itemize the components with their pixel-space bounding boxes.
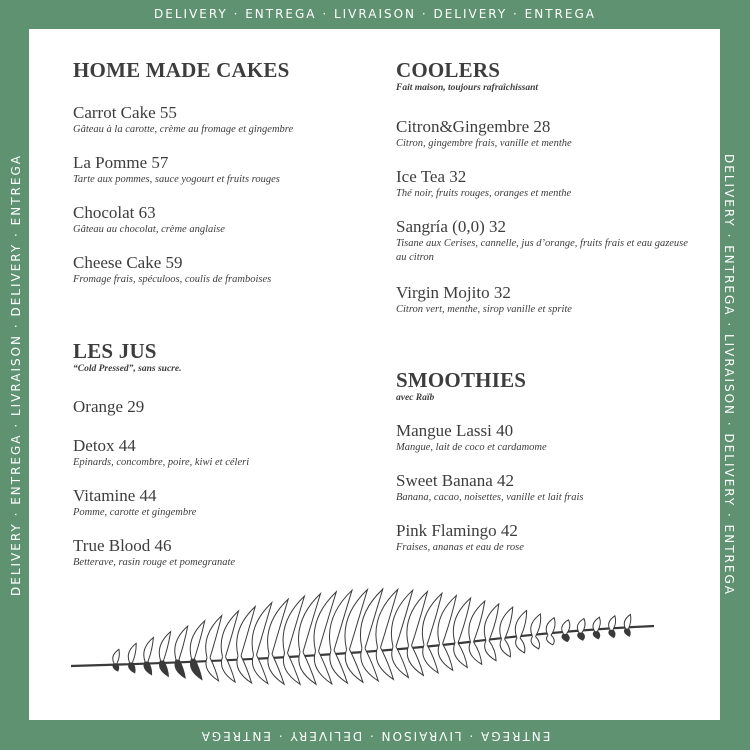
fern-leaflet [562, 634, 569, 642]
fern-leaflet [593, 617, 600, 631]
fern-leaflet [531, 637, 539, 649]
fern-leaflet [469, 601, 485, 642]
item-desc: Betterave, rasin rouge et pomegranate [73, 557, 236, 568]
item-desc: Tisane aux Cerises, cannelle, jus d’orange, fruits frais et eau gazeuse au citron [396, 238, 688, 263]
fern-leaflet [593, 631, 599, 639]
section-title-coolers: COOLERS [396, 58, 501, 82]
item-desc: Mangue, lait de coco et cardamome [396, 442, 547, 453]
item-desc: Banana, cacao, noisettes, vanille et lait frais [396, 492, 584, 503]
section-title-cakes: HOME MADE CAKES [73, 58, 290, 82]
fern-leaflet [500, 607, 513, 639]
item-name: Orange 29 [73, 397, 145, 416]
fern-leaflet [578, 632, 585, 640]
border-text-top: DELIVERY · ENTREGA · LIVRAISON · DELIVERY · ENTREGA [154, 7, 596, 21]
fern-leaflet [438, 644, 453, 671]
item-desc: Fromage frais, spéculoos, coulis de framboises [73, 274, 272, 285]
fern-leaflet [485, 641, 496, 661]
item-name: Citron&Gingembre 28 [396, 117, 551, 136]
item-name: Sweet Banana 42 [396, 471, 515, 490]
item-desc: Fraises, ananas et eau de rose [396, 542, 524, 553]
section-title-smoothies: SMOOTHIES [396, 368, 527, 392]
item-desc: Tarte aux pommes, sauce yogourt et fruits rouges [73, 174, 280, 185]
menu-item-detox [73, 437, 373, 470]
item-name: Cheese Cake 59 [73, 253, 183, 272]
fern-leaflet [361, 648, 379, 681]
fern-leaflet [206, 616, 222, 658]
fern-leaflet [376, 647, 393, 679]
fern-leaflet [624, 614, 631, 628]
fern-leaflet [314, 651, 332, 684]
item-desc: Pomme, carotte et gingembre [73, 507, 197, 518]
menu-item-orange [73, 398, 373, 416]
fern-leaflet [159, 632, 170, 661]
menu-item-sweet-banana [396, 472, 696, 505]
fern-leaflet [609, 616, 616, 630]
fern-leaflet [407, 646, 423, 676]
border-text-bottom: ENTREGA · LIVRAISON · DELIVERY · ENTREGA [199, 729, 551, 743]
item-name: Sangría (0,0) 32 [396, 217, 507, 236]
fern-leaflet [113, 663, 119, 671]
item-desc: Gâteau à la carotte, crème au fromage et gingembre [73, 124, 294, 135]
item-name: Ice Tea 32 [396, 167, 467, 186]
item-desc: Epinards, concombre, poire, kiwi et céleri [73, 457, 250, 468]
fern-leaflet [484, 604, 499, 641]
section-title-jus: LES JUS [73, 339, 157, 363]
menu-item-carrot-cake [73, 104, 373, 137]
fern-leaflet [547, 635, 555, 645]
menu-item-vitamine [73, 487, 373, 520]
item-name: Detox 44 [73, 436, 136, 455]
fern-leaflet [113, 649, 120, 663]
item-desc: Gâteau au chocolat, crème anglaise [73, 224, 225, 235]
item-name: Mangue Lassi 40 [396, 421, 514, 440]
fern-leaflet [515, 610, 526, 637]
fern-illustration [69, 584, 659, 694]
fern-leaflet [453, 598, 470, 643]
fern-leaflet [175, 626, 188, 660]
section-subtitle-coolers: Fait maison, toujours rafraîchissant [396, 83, 539, 93]
item-name: True Blood 46 [73, 536, 172, 555]
fern-leaflet [500, 639, 510, 657]
menu-item-ice-tea [396, 168, 696, 201]
fern-leaflet [454, 643, 468, 668]
item-desc: Citron, gingembre frais, vanille et menthe [396, 138, 572, 149]
menu-item-mangue-lassi [396, 422, 696, 455]
border-text-left: DELIVERY · ENTREGA · LIVRAISON · DELIVERY · ENTREGA [9, 154, 23, 596]
fern-leaflet [392, 647, 409, 678]
fern-leaflet [221, 611, 238, 657]
menu-item-pink-flamingo [396, 522, 696, 555]
item-desc: Citron vert, menthe, sirop vanille et sprite [396, 304, 572, 315]
item-name: Chocolat 63 [73, 203, 156, 222]
menu-item-true-blood [73, 537, 373, 570]
item-name: Carrot Cake 55 [73, 103, 177, 122]
fern-leaf [71, 589, 654, 684]
fern-leaflet [469, 642, 482, 664]
item-name: La Pomme 57 [73, 153, 169, 172]
menu-item-chocolat [73, 204, 373, 237]
border-text-right: DELIVERY · ENTREGA · LIVRAISON · DELIVERY · ENTREGA [722, 154, 736, 596]
fern-leaflet [423, 645, 438, 673]
item-desc: Thé noir, fruits rouges, oranges et menthe [396, 188, 572, 199]
menu-panel [29, 29, 720, 720]
fern-leaflet [516, 638, 525, 653]
fern-leaflet [609, 630, 615, 638]
section-subtitle-smoothies: avec Raïb [396, 393, 435, 403]
item-name: Virgin Mojito 32 [396, 283, 511, 302]
fern-leaflet [625, 628, 631, 636]
item-name: Pink Flamingo 42 [396, 521, 518, 540]
fern-leaflet [190, 621, 205, 659]
menu-item-la-pomme [73, 154, 373, 187]
fern-leaflet [144, 637, 154, 661]
section-subtitle-jus: “Cold Pressed”, sans sucre. [73, 364, 182, 374]
menu-item-cheese-cake [73, 254, 373, 287]
fern-leaflet [128, 643, 136, 662]
menu-item-sangria [396, 218, 696, 265]
item-name: Vitamine 44 [73, 486, 157, 505]
menu-item-citron-gingembre [396, 118, 696, 151]
menu-item-virgin-mojito [396, 284, 696, 317]
